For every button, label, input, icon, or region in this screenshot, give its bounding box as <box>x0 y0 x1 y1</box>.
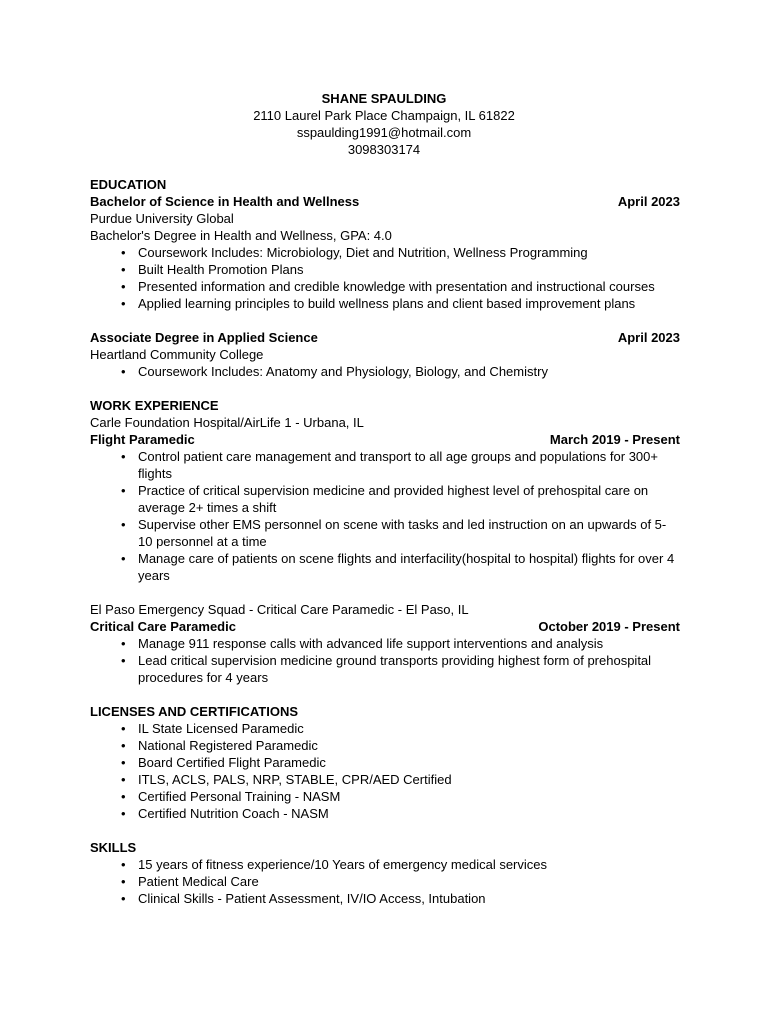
bullet-list <box>90 720 680 822</box>
work-heading: WORK EXPERIENCE <box>90 398 219 413</box>
degree-title: Associate Degree in Applied Science <box>90 330 318 345</box>
bullet-list <box>90 244 680 312</box>
email: sspaulding1991@hotmail.com <box>296 125 472 140</box>
school-name: Heartland Community College <box>90 347 264 362</box>
degree-row <box>90 193 680 210</box>
list-item: • Lead critical supervision medicine ground transports providing highest form of prehospital procedures for 4 years <box>138 652 680 686</box>
list-item: • Manage 911 response calls with advanced life support interventions and analysis <box>138 635 680 652</box>
list-item: • ITLS, ACLS, PALS, NRP, STABLE, CPR/AED Certified <box>138 771 680 788</box>
school-name: Purdue University Global <box>90 211 234 226</box>
list-item: • Clinical Skills - Patient Assessment, IV/IO Access, Intubation <box>138 890 680 907</box>
degree-row <box>90 329 680 346</box>
list-item: • Coursework Includes: Microbiology, Diet and Nutrition, Wellness Programming <box>138 244 680 261</box>
list-item: • 15 years of fitness experience/10 Years of emergency medical services <box>138 856 680 873</box>
job-title: Flight Paramedic <box>90 432 195 447</box>
address: 2110 Laurel Park Place Champaign, IL 61822 <box>253 108 515 123</box>
degree-detail: Bachelor's Degree in Health and Wellness, GPA: 4.0 <box>90 228 392 243</box>
licenses-heading: LICENSES AND CERTIFICATIONS <box>90 704 299 719</box>
list-item: • Manage care of patients on scene flights and interfacility(hospital to hospital) flights for over 4 years <box>138 550 680 584</box>
list-item: • Supervise other EMS personnel on scene with tasks and led instruction on an upwards of 5-10 personnel at a time <box>138 516 680 550</box>
skills-heading: SKILLS <box>90 840 137 855</box>
list-item: • Patient Medical Care <box>138 873 680 890</box>
resume-body <box>90 176 680 907</box>
list-item: • Coursework Includes: Anatomy and Physiology, Biology, and Chemistry <box>138 363 680 380</box>
job-date: March 2019 - Present <box>549 432 680 447</box>
candidate-name: SHANE SPAULDING <box>321 91 447 106</box>
list-item: • Board Certified Flight Paramedic <box>138 754 680 771</box>
list-item: • IL State Licensed Paramedic <box>138 720 680 737</box>
list-item: • Certified Personal Training - NASM <box>138 788 680 805</box>
job-row <box>90 618 680 635</box>
bullet-list <box>90 856 680 907</box>
degree-date: April 2023 <box>617 194 680 209</box>
bullet-list <box>90 448 680 584</box>
list-item: • Certified Nutrition Coach - NASM <box>138 805 680 822</box>
job-row <box>90 431 680 448</box>
job-date: October 2019 - Present <box>538 619 680 634</box>
bullet-list <box>90 363 680 380</box>
degree-date: April 2023 <box>617 330 680 345</box>
bullet-list <box>90 635 680 686</box>
job-title: Critical Care Paramedic <box>90 619 236 634</box>
employer-name: El Paso Emergency Squad - Critical Care Paramedic - El Paso, IL <box>90 602 469 617</box>
phone: 3098303174 <box>347 142 421 157</box>
list-item: • National Registered Paramedic <box>138 737 680 754</box>
list-item: • Applied learning principles to build wellness plans and client based improvement plans <box>138 295 680 312</box>
list-item: • Practice of critical supervision medicine and provided highest level of prehospital care on average 2+ times a shift <box>138 482 680 516</box>
education-heading: EDUCATION <box>90 177 167 192</box>
employer-name: Carle Foundation Hospital/AirLife 1 - Urbana, IL <box>90 415 364 430</box>
list-item: • Presented information and credible knowledge with presentation and instructional courses <box>138 278 680 295</box>
list-item: • Control patient care management and transport to all age groups and populations for 300+ flights <box>138 448 680 482</box>
degree-title: Bachelor of Science in Health and Wellness <box>90 194 360 209</box>
list-item: • Built Health Promotion Plans <box>138 261 680 278</box>
resume-header <box>0 90 768 158</box>
